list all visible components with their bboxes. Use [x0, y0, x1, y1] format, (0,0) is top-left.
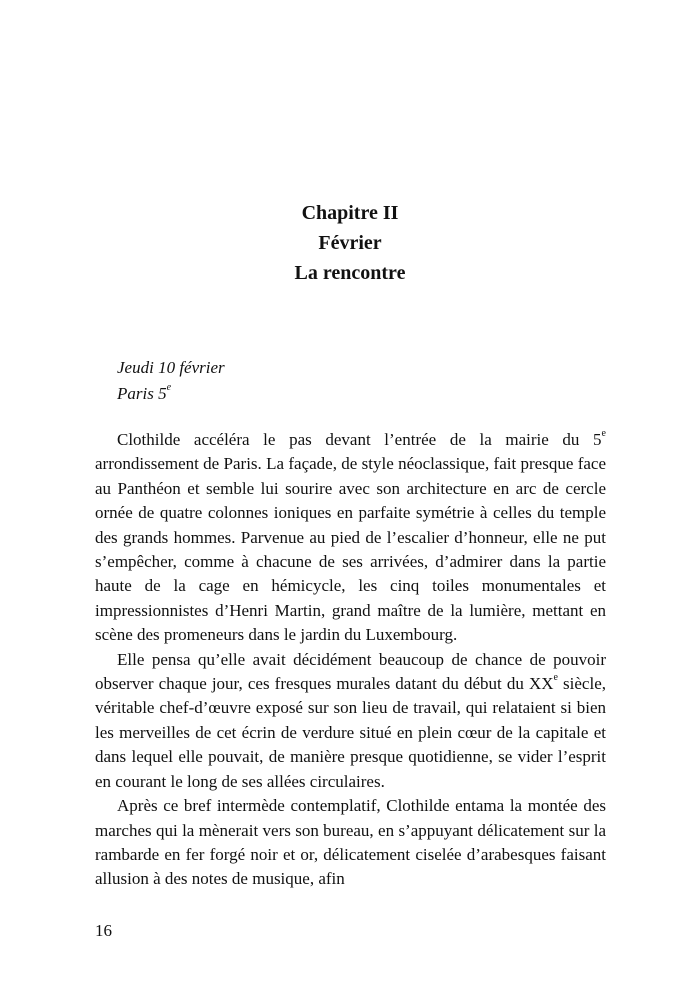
page-number: 16 [95, 921, 112, 940]
paragraph-sup: e [601, 428, 606, 440]
dateline-date [117, 355, 225, 381]
chapter-heading [0, 198, 700, 288]
paragraph-text: Clothilde accéléra le pas devant l’entrée de la mairie du 5 [117, 430, 602, 449]
chapter-label: Chapitre II [301, 202, 399, 224]
paragraph [95, 794, 606, 892]
paragraph-text: arrondissement de Paris. La façade, de style néoclassique, fait presque face au Panthéon et semble lui sourire avec son architecture en arc de cercle ornée de quatre colonnes ioniques en parfaite symétrie à celles du temple des grands hommes. Parvenue au pied de l’escalier d’honneur, elle ne put s’empêcher, comme à chacune de ses arrivées, d’admirer dans la partie haute de la cage en hémicycle, les cinq toiles monumentales et impressionnistes d’Henri Martin, grand maître de la lumière, mettant en scène des promeneurs dans le jardin du Luxembourg. [95, 454, 606, 645]
paragraph-text: Elle pensa qu’elle avait décidément beaucoup de chance de pouvoir observer chaque jour, ces fresques murales datant du début du XX [95, 649, 606, 694]
paragraph [95, 648, 606, 794]
paragraph-text: siècle, véritable chef-d’œuvre exposé sur son lieu de travail, qui relataient si bien les merveilles de cet écrin de verdure situé en plein cœur de la capitale et dans lequel elle pouvait, de manière presque quotidienne, se vider l’esprit en courant le long de ses allées circulaires. [95, 674, 606, 791]
dateline-place [117, 381, 171, 407]
dateline-date-text: Jeudi 10 février [117, 358, 225, 377]
dateline-place-sup: e [166, 382, 172, 394]
dateline-place-text: Paris 5 [117, 384, 167, 403]
body-text [95, 428, 606, 892]
chapter-month: Février [318, 232, 382, 254]
paragraph-text: Après ce bref intermède contemplatif, Clothilde entama la montée des marches qui la mènerait vers son bureau, en s’appuyant délicatement sur la rambarde en fer forgé noir et or, délicatement ciselée d’arabesques faisant allusion à des notes de musique, afin [95, 796, 606, 889]
chapter-title: La rencontre [294, 262, 406, 284]
paragraph-sup: e [553, 672, 558, 684]
paragraph [95, 428, 606, 648]
